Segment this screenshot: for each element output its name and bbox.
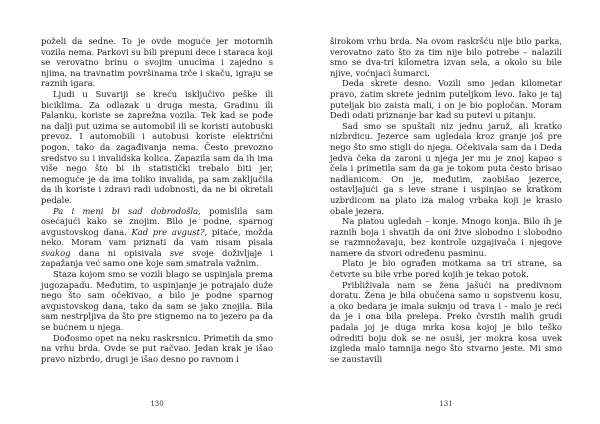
italic-phrase: sve xyxy=(169,247,184,258)
paragraph: Približivala nam se žena jašući na predivnom doratu. Žena je bila obučena samo u sopstvenu kosu, a oko bedara je imala suknju od trava i - malo je reći da je i ona bila prelepa. Preko čvrstih malih grudi padala joj je duga mrka kosa kojoj je bilo teško odrediti boju dok se ne osuši, jer mokra kosa uvek izgleda malo tamnija nego što stvarno jeste. Mi smo se zaustavili xyxy=(330,279,562,364)
paragraph: Plato je bio ograđen motkama sa tri strane, sa četvrte su bile vrbe pored kojih je tekao potok. xyxy=(330,258,562,280)
page-number: 130 xyxy=(150,400,164,408)
italic-phrase: svakog xyxy=(41,247,71,258)
paragraph: Na platou ugledah – konje. Mnogo konja. Bilo ih je raznih boja i shvatih da oni žive slobodno i slobodno se razmnožavaju, bez kontrole uzgajivača i njegove namere da stvori određenu pasminu. xyxy=(330,216,562,258)
paragraph: Deda skrete desno. Vozili smo jedan kilometar pravo, zatim skrete jednim puteljkom levo. Iako je taj puteljak bio zaista mali, i on je bio popločan. Moram Dedi odati priznanje bar kad su putevi u pitanju. xyxy=(330,78,562,121)
paragraph: Sad smo se spuštali niz jednu jaruž, ali kratko nizbrdicu. Jezerce sam ugledala kroz granje još pre nego što smo stigli do njega. Očekivala sam da i Deda jedva čeka da zaroni u njega jer mu je znoj kapao s čela i primetila sam da ga je tokom puta često brisao nadlanicom. On je, međutim, zaobišao jezerce, ostavljajući ga s leve strane i uspinjao se kratkom uzbrdicom na plato iza malog vrbaka koji je krasio obale jezera. xyxy=(330,120,562,216)
paragraph-text: pomislila sam osećajući kako se znojim. Bilo je podne, sparnog avgustovskog dana. xyxy=(41,205,273,237)
italic-phrase: Kad pre avgust?, xyxy=(131,226,208,237)
paragraph-text: svoje doživljaje i zapažanja već samo one koje sam smatrala važnim. xyxy=(41,247,273,269)
paragraph: širokom vrhu brda. Na ovom raskršću nije bilo parka, verovatno zato što za tim nije bilo potrebe – nalazili smo se dva-tri kilometra izvan sela, a okolo su bile njive, voćnjaci šumarci. xyxy=(330,36,562,78)
page-number: 131 xyxy=(439,400,453,408)
paragraph: poželi da sedne. To je ovde moguće jer motornih vozila nema. Parkovi su bili prepuni dece i staraca koji se verovatno brinu o svojim unucima i zajedno s njima, na travnatim površinama trče i skaču, igraju se raznih igara. xyxy=(41,36,273,89)
paragraph-text: dana ni opisivala xyxy=(70,247,170,258)
paragraph xyxy=(41,206,273,270)
paragraph: Dođosmo opet na neku raskrsnicu. Primetih da smo na vrhu brda. Ovde se put račvao. Jedan krak je išao pravo nizbrdo, drugi je išao desno po ravnom i xyxy=(41,332,273,364)
right-page xyxy=(300,0,600,424)
left-page-text xyxy=(41,36,273,364)
paragraph: Staza kojom smo se vozili blago se uspinjala prema jugozapadu. Međutim, to uspinjanje je potrajalo duže nego što sam očekivao, a bilo je podne sparnog avgustovskog dana, tako da sam se jako znojila. Bila sam nestrpljiva da što pre stignemo na to jezero pa da se bućnem u njega. xyxy=(41,269,273,333)
paragraph-text: pitaće, možda neko. Moram vam priznati da vam nisam pisala xyxy=(41,226,273,248)
paragraph: Ljudi u Suvariji se kreću isključivo peške ili biciklima. Za odlazak u druga mesta, Gradinu ili Palanku, koriste se zaprežna vozila. Tek kad se pođe na dalji put uzima se automobil ili se koristi autobuski prevoz. I automobili i autobusi koriste električni pogon, tako da zagađivanja nema. Često prevozno sredstvo su i invalidska kolica. Zapazila sam da ih ima više nego što bi ih statistički trebalo biti jer, nemoguće je da ima toliko invalida, pa sam zaključila da ih koriste i zdravi radi udobnosti, da ne bi okretali pedale. xyxy=(41,88,273,205)
italic-phrase: Pa i meni bi sad dobrodošla, xyxy=(53,205,201,216)
right-page-text xyxy=(330,36,562,364)
